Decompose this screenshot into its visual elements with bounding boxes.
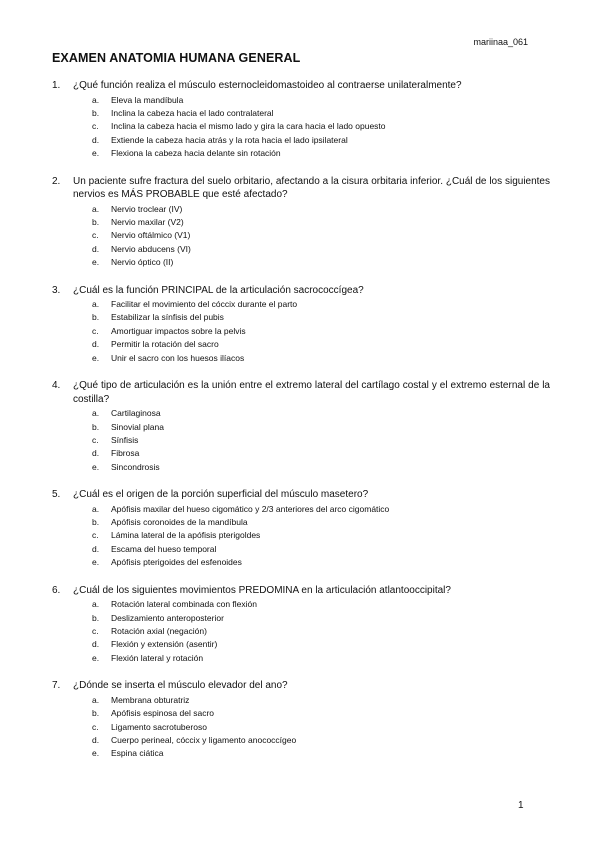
question-3 [52, 284, 550, 366]
option-text: Fibrosa [111, 448, 140, 459]
option-letter: b. [92, 107, 100, 118]
answer-option [92, 598, 550, 611]
option-text: Nervio troclear (IV) [111, 203, 183, 214]
question-1 [52, 79, 550, 161]
option-text: Flexiona la cabeza hacia delante sin rotación [111, 148, 281, 159]
question-list [52, 79, 550, 775]
option-text: Apófisis espinosa del sacro [111, 708, 215, 719]
answer-option [92, 434, 550, 447]
answer-options [92, 298, 550, 365]
option-letter: c. [92, 325, 99, 336]
answer-option [92, 529, 550, 542]
answer-options [92, 694, 550, 761]
option-letter: d. [92, 339, 100, 350]
option-letter: d. [92, 543, 100, 554]
option-text: Estabilizar la sínfisis del pubis [111, 312, 224, 323]
answer-option [92, 503, 550, 516]
answer-option [92, 407, 550, 420]
question-text: ¿Dónde se inserta el músculo elevador del ano? [73, 680, 288, 692]
option-letter: d. [92, 448, 100, 459]
answer-options [92, 407, 550, 474]
answer-option [92, 107, 550, 120]
option-text: Apófisis coronoides de la mandíbula [111, 517, 248, 528]
option-text: Extiende la cabeza hacia atrás y la rota hacia el lado ipsilateral [111, 134, 348, 145]
question-stem [52, 284, 550, 298]
option-text: Deslizamiento anteroposterior [111, 612, 224, 623]
question-number: 5. [52, 489, 61, 501]
answer-option [92, 694, 550, 707]
answer-option [92, 747, 550, 760]
option-text: Escama del hueso temporal [111, 543, 217, 554]
option-letter: d. [92, 134, 100, 145]
option-text: Flexión lateral y rotación [111, 652, 204, 663]
question-5 [52, 488, 550, 570]
answer-option [92, 612, 550, 625]
option-text: Amortiguar impactos sobre la pelvis [111, 325, 246, 336]
question-stem [52, 379, 550, 406]
option-text: Cuerpo perineal, cóccix y ligamento anococcígeo [111, 734, 297, 745]
answer-option [92, 447, 550, 460]
answer-option [92, 543, 550, 556]
answer-option [92, 352, 550, 365]
option-letter: e. [92, 557, 100, 568]
question-text: ¿Cuál es la función PRINCIPAL de la articulación sacrococcígea? [73, 284, 364, 296]
answer-option [92, 256, 550, 269]
option-letter: a. [92, 94, 100, 105]
question-stem [52, 488, 550, 502]
question-4 [52, 379, 550, 474]
option-letter: d. [92, 243, 100, 254]
page-number: 1 [518, 800, 524, 811]
question-number: 4. [52, 380, 61, 392]
question-2 [52, 175, 550, 270]
option-letter: b. [92, 517, 100, 528]
option-letter: d. [92, 734, 100, 745]
option-text: Apófisis maxilar del hueso cigomático y 2/3 anteriores del arco cigomático [111, 503, 390, 514]
question-number: 1. [52, 80, 61, 91]
answer-option [92, 243, 550, 256]
option-text: Eleva la mandíbula [111, 94, 184, 105]
option-letter: a. [92, 694, 100, 705]
question-number: 7. [52, 680, 61, 692]
question-text: ¿Qué tipo de articulación es la unión entre el extremo lateral del cartílago costal y el extremo esternal de la costilla? [73, 380, 550, 405]
option-letter: c. [92, 121, 99, 132]
option-text: Lámina lateral de la apófisis pterigoldes [111, 530, 261, 541]
option-letter: a. [92, 599, 100, 610]
answer-options [92, 203, 550, 270]
answer-option [92, 625, 550, 638]
option-letter: e. [92, 257, 100, 268]
option-text: Ligamento sacrotuberoso [111, 721, 207, 732]
option-text: Nervio óptico (II) [111, 257, 174, 268]
option-letter: e. [92, 148, 100, 159]
question-text: Un paciente sufre fractura del suelo orbitario, afectando a la cisura orbitaria inferior. ¿Cuál de los siguientes nervios es MÁS PROBABLE que esté afectado? [73, 175, 550, 201]
option-letter: c. [92, 230, 99, 241]
answer-option [92, 216, 550, 229]
question-number: 2. [52, 175, 61, 187]
answer-option [92, 120, 550, 133]
option-text: Membrana obturatriz [111, 694, 190, 705]
option-text: Permitir la rotación del sacro [111, 339, 219, 350]
option-letter: e. [92, 748, 100, 759]
option-letter: c. [92, 530, 99, 541]
answer-option [92, 338, 550, 351]
answer-option [92, 134, 550, 147]
question-6 [52, 584, 550, 666]
option-text: Espina ciática [111, 748, 164, 759]
option-text: Apófisis pterigoides del esfenoides [111, 557, 242, 568]
option-text: Inclina la cabeza hacia el lado contralateral [111, 107, 274, 118]
option-letter: b. [92, 612, 100, 623]
answer-options [92, 598, 550, 665]
option-letter: a. [92, 299, 100, 310]
option-text: Flexión y extensión (asentir) [111, 639, 218, 650]
option-letter: e. [92, 461, 100, 472]
answer-option [92, 707, 550, 720]
option-letter: b. [92, 216, 100, 227]
option-letter: e. [92, 352, 100, 363]
question-7 [52, 679, 550, 761]
answer-option [92, 229, 550, 242]
option-text: Nervio oftálmico (V1) [111, 230, 191, 241]
option-letter: b. [92, 312, 100, 323]
answer-option [92, 298, 550, 311]
question-number: 6. [52, 584, 61, 596]
answer-option [92, 311, 550, 324]
answer-options [92, 94, 550, 161]
question-stem [52, 679, 550, 693]
option-letter: b. [92, 421, 100, 432]
option-letter: c. [92, 625, 99, 636]
answer-option [92, 325, 550, 338]
option-letter: a. [92, 408, 100, 419]
option-text: Facilitar el movimiento del cóccix durante el parto [111, 299, 298, 310]
answer-option [92, 516, 550, 529]
question-stem [52, 79, 550, 93]
question-text: ¿Cuál es el origen de la porción superficial del músculo masetero? [73, 489, 369, 501]
question-stem [52, 175, 550, 202]
answer-option [92, 421, 550, 434]
option-text: Unir el sacro con los huesos ilíacos [111, 352, 245, 363]
option-text: Nervio maxilar (V2) [111, 216, 184, 227]
option-letter: e. [92, 652, 100, 663]
option-text: Sinovial plana [111, 421, 164, 432]
answer-options [92, 503, 550, 570]
option-text: Sínfisis [111, 434, 139, 445]
option-text: Rotación axial (negación) [111, 625, 207, 636]
answer-option [92, 94, 550, 107]
option-text: Inclina la cabeza hacia el mismo lado y gira la cara hacia el lado opuesto [111, 121, 386, 132]
option-letter: a. [92, 203, 100, 214]
option-letter: c. [92, 434, 99, 445]
option-letter: c. [92, 721, 99, 732]
question-text: ¿Cuál de los siguientes movimientos PREDOMINA en la articulación atlantooccipital? [73, 584, 451, 596]
option-text: Sincondrosis [111, 461, 160, 472]
option-text: Rotación lateral combinada con flexión [111, 599, 258, 610]
answer-option [92, 147, 550, 160]
option-letter: b. [92, 708, 100, 719]
page-title: EXAMEN ANATOMIA HUMANA GENERAL [52, 51, 301, 65]
answer-option [92, 638, 550, 651]
option-letter: a. [92, 503, 100, 514]
answer-option [92, 721, 550, 734]
answer-option [92, 461, 550, 474]
answer-option [92, 556, 550, 569]
option-text: Cartilaginosa [111, 408, 161, 419]
answer-option [92, 652, 550, 665]
question-text: ¿Qué función realiza el músculo esternocleidomastoideo al contraerse unilateralmente? [73, 80, 462, 91]
answer-option [92, 734, 550, 747]
header-username: mariinaa_061 [473, 37, 528, 47]
question-number: 3. [52, 284, 61, 296]
answer-option [92, 203, 550, 216]
option-text: Nervio abducens (VI) [111, 243, 191, 254]
option-letter: d. [92, 639, 100, 650]
question-stem [52, 584, 550, 598]
